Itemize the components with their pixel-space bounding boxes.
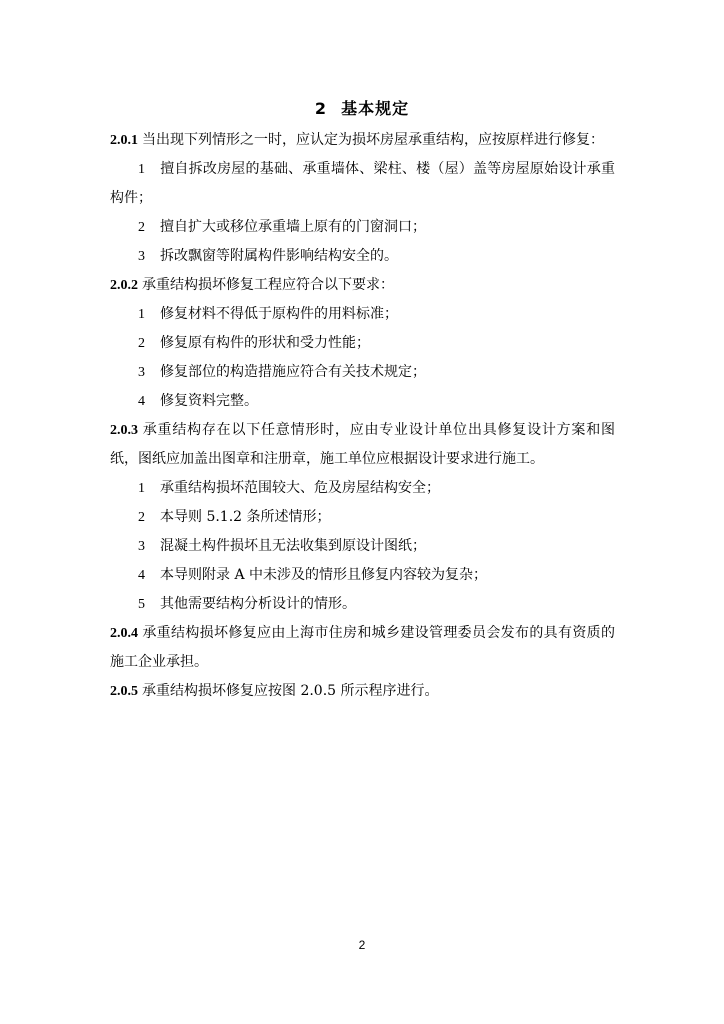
section-body xyxy=(110,126,615,706)
item-text: 本导则附录 A 中未涉及的情形且修复内容较为复杂； xyxy=(160,567,488,583)
item-number: 3 xyxy=(138,365,145,380)
clause-number: 2.0.3 xyxy=(110,423,138,438)
item-number: 5 xyxy=(138,597,145,612)
section-title: 基本规定 xyxy=(341,99,410,118)
item-text: 修复材料不得低于原构件的用料标准； xyxy=(160,306,398,322)
list-item xyxy=(110,155,615,213)
list-item xyxy=(110,242,615,271)
list-item xyxy=(110,590,615,619)
clause-text: 承重结构损坏修复应由上海市住房和城乡建设管理委员会发布的具有资质的施工企业承担。 xyxy=(110,625,615,670)
page-number: 2 xyxy=(358,938,366,952)
clause-2-0-1 xyxy=(110,126,615,155)
clause-text: 承重结构损坏修复工程应符合以下要求： xyxy=(142,277,394,293)
clause-2-0-5 xyxy=(110,677,615,706)
list-item xyxy=(110,213,615,242)
item-text: 拆改飘窗等附属构件影响结构安全的。 xyxy=(160,248,398,264)
section-heading xyxy=(0,96,724,119)
list-item xyxy=(110,561,615,590)
item-text: 承重结构损坏范围较大、危及房屋结构安全； xyxy=(160,480,440,496)
section-number: 2 xyxy=(314,99,328,118)
item-number: 4 xyxy=(138,394,145,409)
item-number: 1 xyxy=(138,307,145,322)
item-number: 3 xyxy=(138,249,145,264)
item-text: 其他需要结构分析设计的情形。 xyxy=(160,596,356,612)
clause-number: 2.0.1 xyxy=(110,133,138,148)
item-number: 4 xyxy=(138,568,145,583)
clause-2-0-2 xyxy=(110,271,615,300)
clause-number: 2.0.2 xyxy=(110,278,138,293)
item-text: 擅自拆改房屋的基础、承重墙体、梁柱、楼（屋）盖等房屋原始设计承重构件； xyxy=(110,161,615,206)
list-item xyxy=(110,300,615,329)
item-number: 1 xyxy=(138,481,145,496)
clause-text: 当出现下列情形之一时，应认定为损坏房屋承重结构，应按原样进行修复： xyxy=(142,132,604,148)
item-text: 擅自扩大或移位承重墙上原有的门窗洞口； xyxy=(160,219,426,235)
item-number: 2 xyxy=(138,220,145,235)
item-text: 修复原有构件的形状和受力性能； xyxy=(160,335,370,351)
clause-text: 承重结构存在以下任意情形时，应由专业设计单位出具修复设计方案和图纸，图纸应加盖出图章和注册章，施工单位应根据设计要求进行施工。 xyxy=(110,422,615,467)
item-text: 修复资料完整。 xyxy=(160,393,258,409)
item-number: 2 xyxy=(138,336,145,351)
item-text: 修复部位的构造措施应符合有关技术规定； xyxy=(160,364,426,380)
clause-number: 2.0.5 xyxy=(110,684,138,699)
item-number: 1 xyxy=(138,162,145,177)
list-item xyxy=(110,329,615,358)
item-text: 本导则 5.1.2 条所述情形； xyxy=(160,509,331,525)
list-item xyxy=(110,474,615,503)
list-item xyxy=(110,387,615,416)
clause-2-0-4 xyxy=(110,619,615,677)
list-item xyxy=(110,532,615,561)
item-number: 2 xyxy=(138,510,145,525)
clause-text: 承重结构损坏修复应按图 2.0.5 所示程序进行。 xyxy=(142,683,439,699)
item-number: 3 xyxy=(138,539,145,554)
list-item xyxy=(110,503,615,532)
clause-number: 2.0.4 xyxy=(110,626,138,641)
list-item xyxy=(110,358,615,387)
item-text: 混凝土构件损坏且无法收集到原设计图纸； xyxy=(160,538,426,554)
clause-2-0-3 xyxy=(110,416,615,474)
